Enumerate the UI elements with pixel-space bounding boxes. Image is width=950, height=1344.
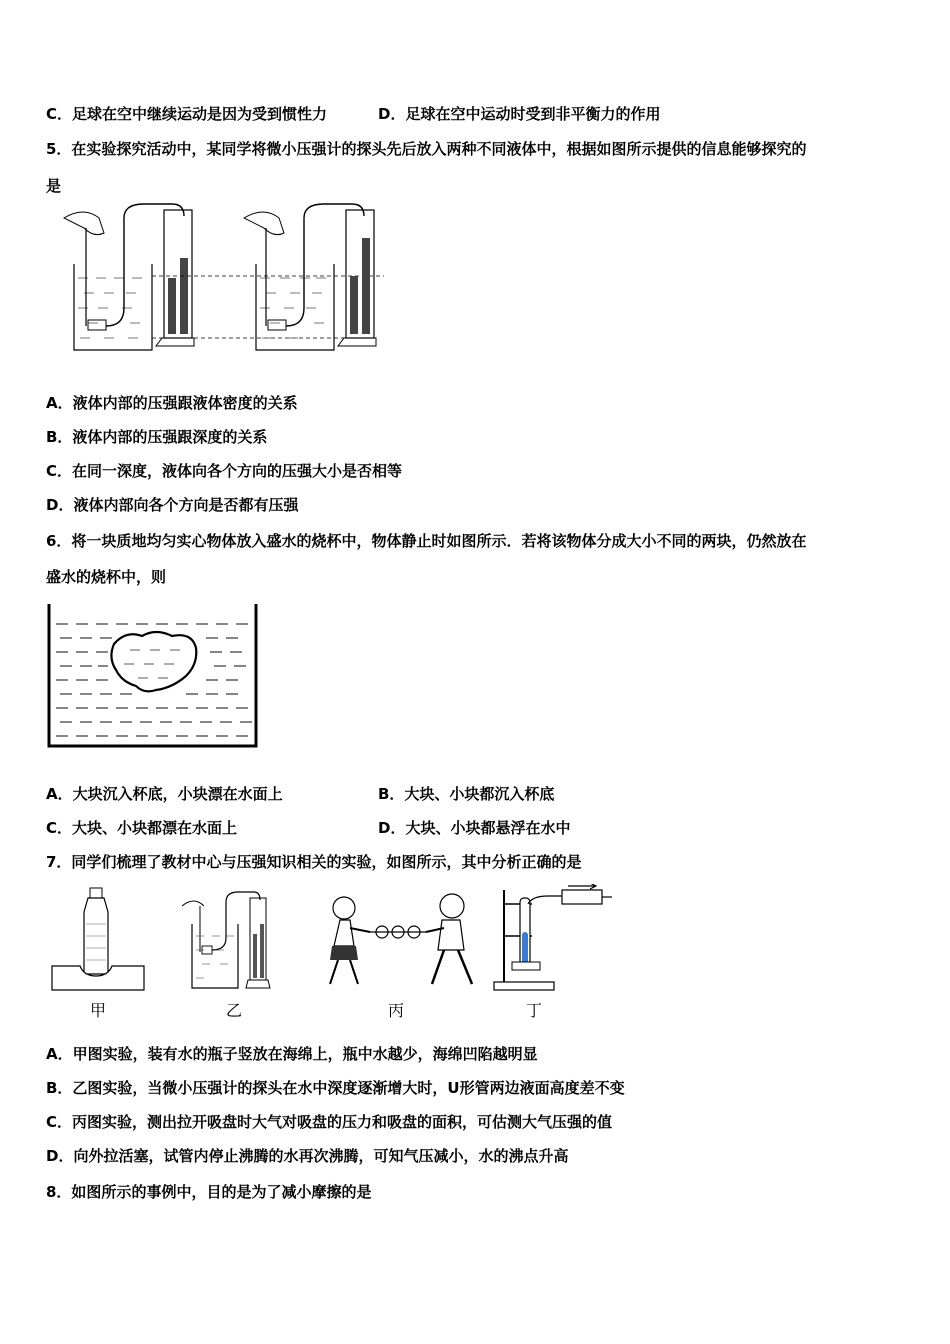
q6-figure-beaker-with-object xyxy=(46,602,260,750)
beaker-right xyxy=(256,264,334,350)
q5-stem-line1: 5．在实验探究活动中，某同学将微小压强计的探头先后放入两种不同液体中，根据如图所示提供的信息能够探究的 xyxy=(46,140,807,158)
child-left-head xyxy=(333,897,355,919)
q6-option-b: B．大块、小块都沉入杯底 xyxy=(378,785,555,803)
probe-left xyxy=(88,320,106,330)
q7-figure-ding-boiling-tube xyxy=(492,884,616,996)
q4-option-d: D．足球在空中运动时受到非平衡力的作用 xyxy=(378,105,661,123)
q7-caption-ding: 丁 xyxy=(526,1001,543,1020)
q7-stem: 7．同学们梳理了教材中心与压强知识相关的实验，如图所示，其中分析正确的是 xyxy=(46,853,582,871)
q6-option-d: D．大块、小块都悬浮在水中 xyxy=(378,819,571,837)
q7-caption-yi: 乙 xyxy=(226,1001,243,1020)
q5-option-c: C．在同一深度，液体向各个方向的压强大小是否相等 xyxy=(46,462,403,480)
q5-option-d: D．液体内部向各个方向是否都有压强 xyxy=(46,496,299,514)
q5-stem-line2: 是 xyxy=(46,177,62,195)
q7-figure-jia-bottle-on-sponge xyxy=(50,884,148,996)
q8-stem: 8．如图所示的事例中，目的是为了减小摩擦的是 xyxy=(46,1183,372,1201)
q7-option-a: A．甲图实验，装有水的瓶子竖放在海绵上，瓶中水越少，海绵凹陷越明显 xyxy=(46,1045,538,1063)
syringe xyxy=(562,890,602,904)
q6-option-c: C．大块、小块都漂在水面上 xyxy=(46,819,238,837)
hand-right xyxy=(244,212,284,235)
q6-option-a: A．大块沉入杯底，小块漂在水面上 xyxy=(46,785,283,803)
q5-option-a: A．液体内部的压强跟液体密度的关系 xyxy=(46,394,298,412)
probe-right xyxy=(268,320,286,330)
q5-option-b: B．液体内部的压强跟深度的关系 xyxy=(46,428,268,446)
floating-object xyxy=(111,632,196,691)
child-right-head xyxy=(440,894,464,918)
q7-caption-bing: 丙 xyxy=(388,1001,405,1020)
q7-option-c: C．丙图实验，测出拉开吸盘时大气对吸盘的压力和吸盘的面积，可估测大气压强的值 xyxy=(46,1113,613,1131)
q7-option-b: B．乙图实验，当微小压强计的探头在水中深度逐渐增大时，U形管两边液面高度差不变 xyxy=(46,1079,625,1097)
q6-stem-line2: 盛水的烧杯中，则 xyxy=(46,568,167,586)
q5-figure-pressure-gauges xyxy=(44,198,394,358)
q7-figure-bing-suction-cups xyxy=(318,884,482,996)
hand-left xyxy=(64,212,104,235)
q7-caption-jia: 甲 xyxy=(90,1001,107,1020)
q7-figure-yi-pressure-gauge xyxy=(176,884,274,996)
q6-stem-line1: 6．将一块质地均匀实心物体放入盛水的烧杯中，物体静止时如图所示．若将该物体分成大小不同的两块，仍然放在 xyxy=(46,532,807,550)
q7-option-d: D．向外拉活塞，试管内停止沸腾的水再次沸腾，可知气压减小，水的沸点升高 xyxy=(46,1147,569,1165)
q4-option-c: C．足球在空中继续运动是因为受到惯性力 xyxy=(46,105,328,123)
